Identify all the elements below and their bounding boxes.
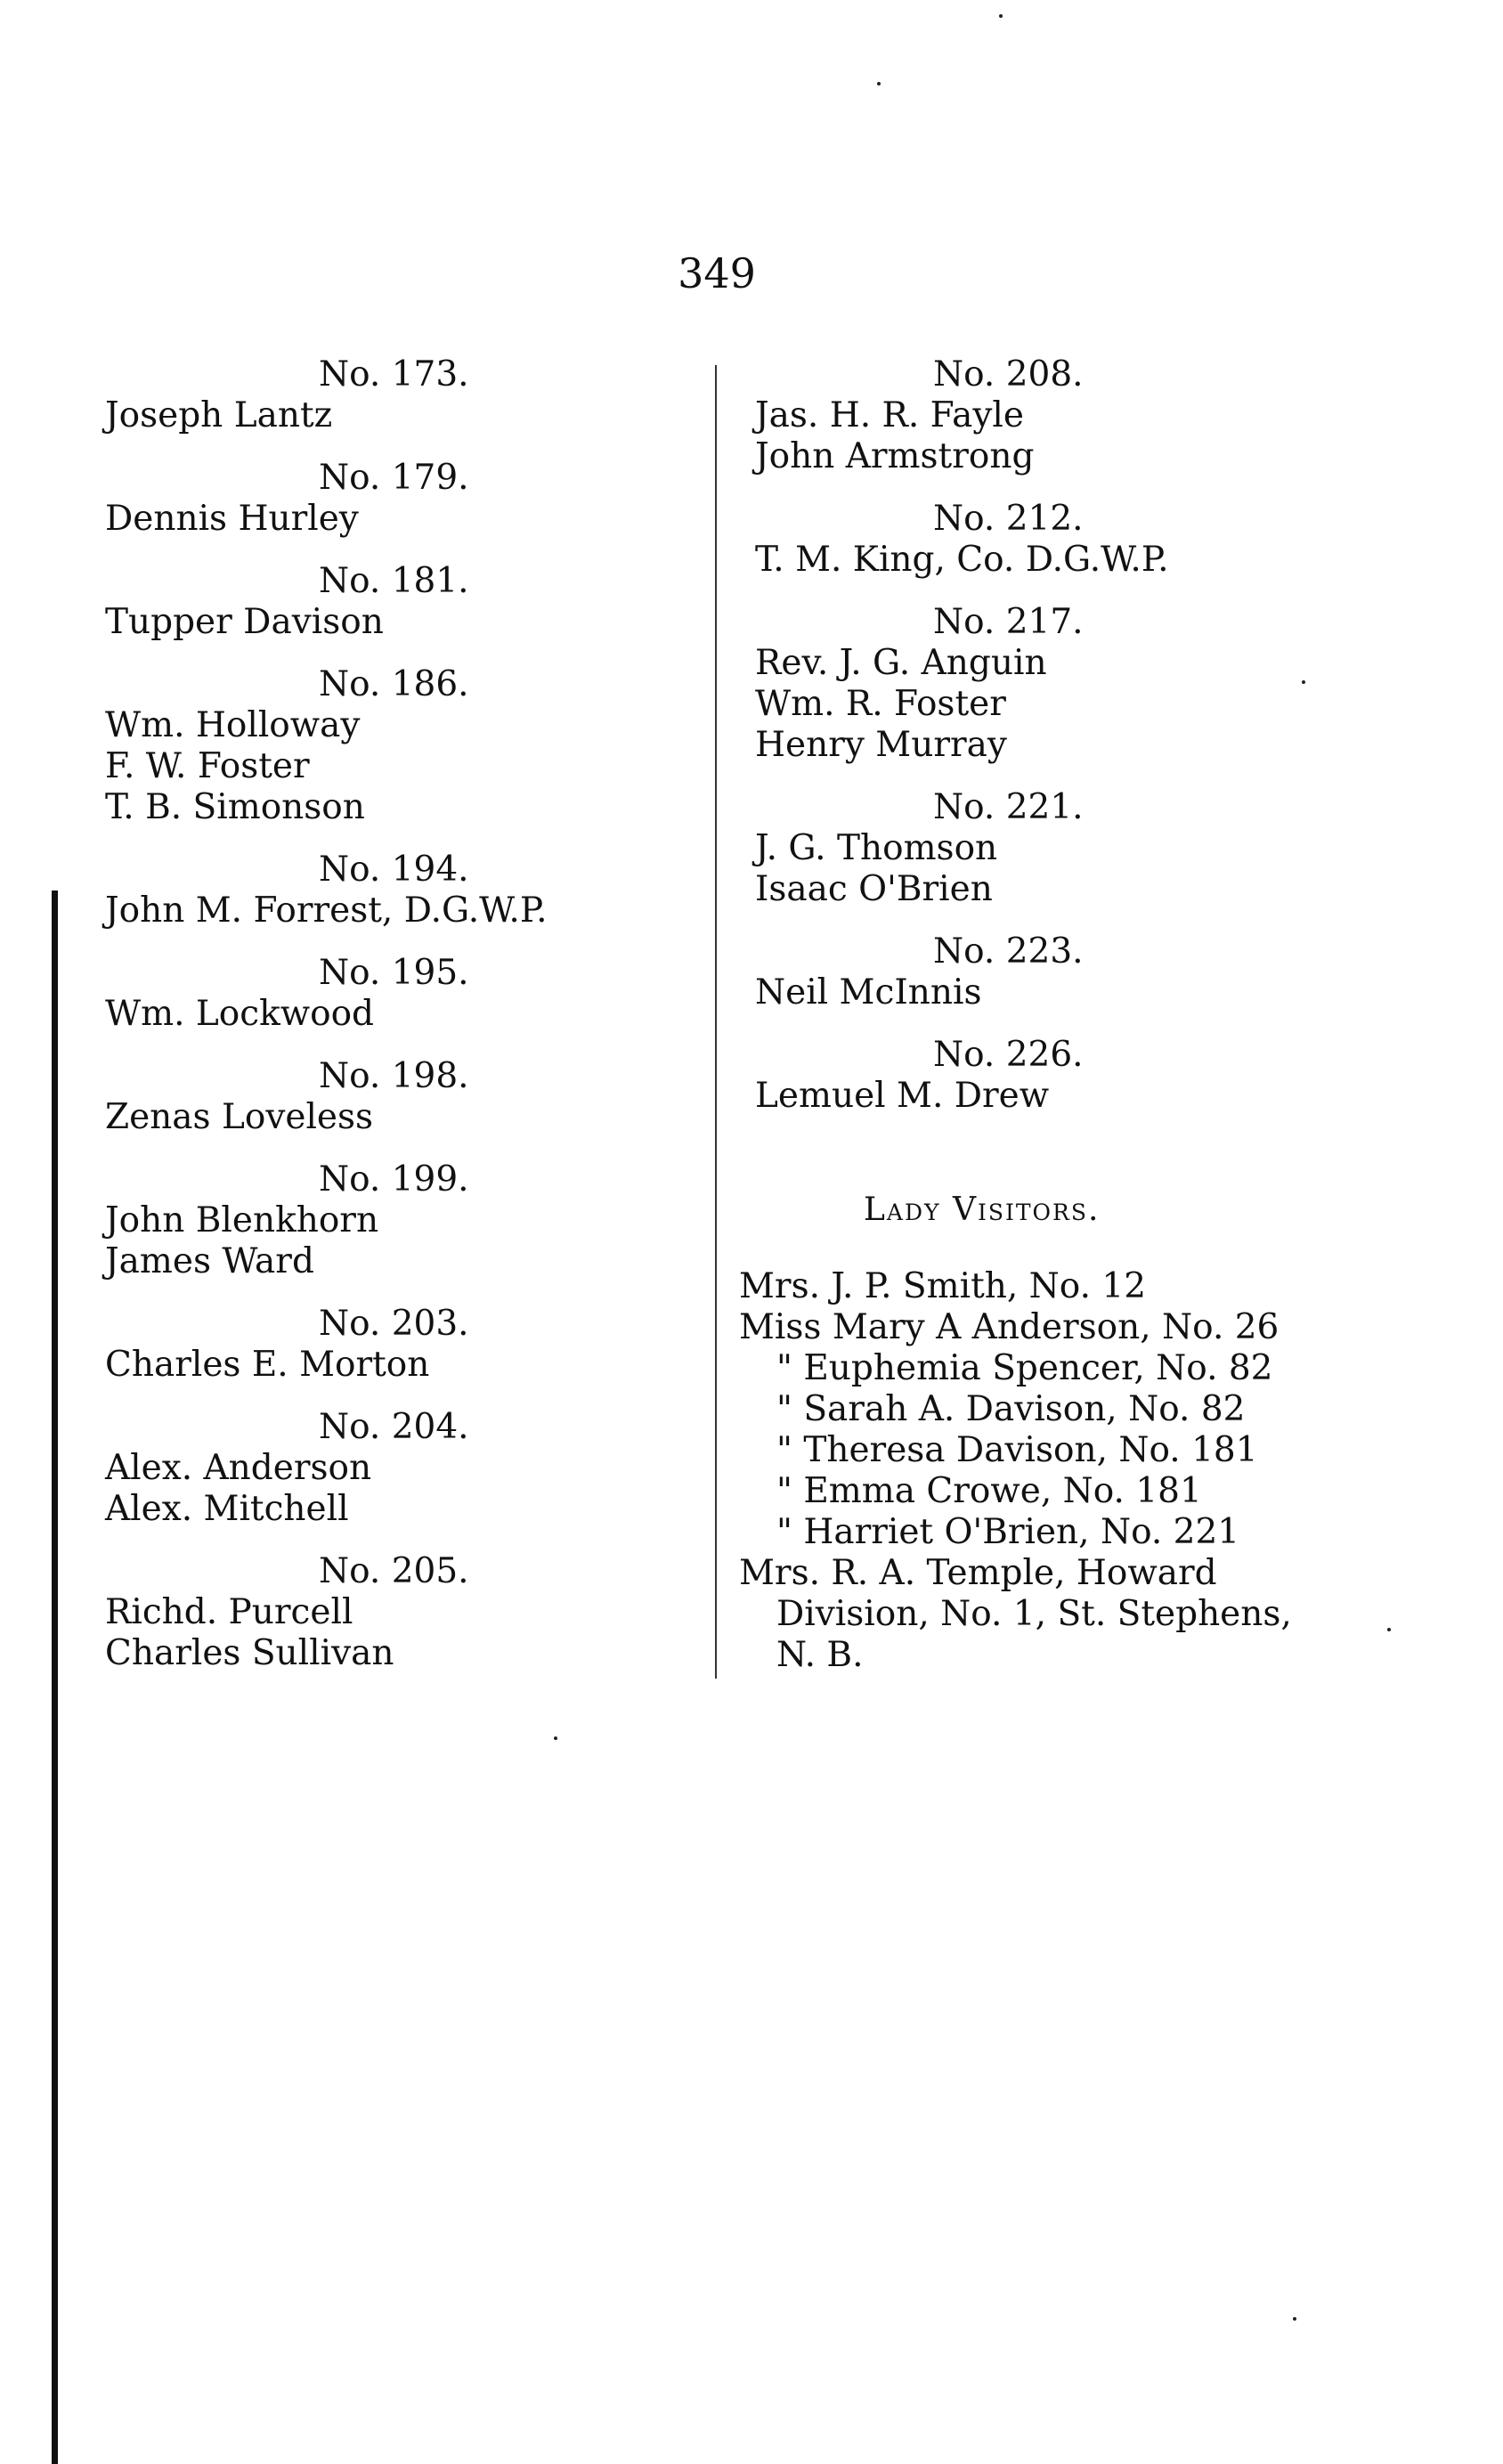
visitor-entry-continuation: N. B.: [776, 1635, 864, 1675]
lady-visitors-list: [739, 1266, 1307, 1676]
binding-edge-line: [52, 890, 58, 2464]
member-name: Charles E. Morton: [105, 1345, 430, 1385]
page-number: 349: [678, 249, 756, 297]
visitor-entry: Mrs. J. P. Smith, No. 12: [739, 1266, 1147, 1306]
print-speck: [877, 82, 881, 85]
member-name: Alex. Anderson: [105, 1448, 372, 1488]
lodge-heading: No. 195.: [319, 953, 469, 993]
member-name: Wm. Holloway: [105, 705, 361, 745]
member-name: Neil McInnis: [755, 972, 982, 1012]
lodge-heading: No. 203.: [319, 1304, 469, 1344]
member-name: Jas. H. R. Fayle: [755, 395, 1024, 435]
lodge-group: [755, 354, 1307, 477]
lodge-group: [105, 1159, 675, 1282]
lodge-group: [105, 850, 675, 931]
lodge-heading: No. 205.: [319, 1551, 469, 1591]
lodge-heading: No. 194.: [319, 850, 469, 890]
member-name: Wm. R. Foster: [755, 684, 1006, 724]
lodge-group: [755, 787, 1307, 910]
lodge-group: [105, 458, 675, 540]
lodge-heading: No. 198.: [319, 1056, 469, 1096]
lodge-group: [755, 931, 1307, 1013]
visitor-entry: Miss Mary A Anderson, No. 26: [739, 1307, 1280, 1347]
member-name: John M. Forrest, D.G.W.P.: [105, 890, 548, 931]
lodge-heading: No. 212.: [933, 499, 1084, 539]
member-name: James Ward: [105, 1241, 314, 1281]
lodge-heading: No. 186.: [319, 664, 469, 704]
print-speck: [1293, 2317, 1296, 2321]
lodge-heading: No. 226.: [933, 1035, 1084, 1075]
lodge-group: [105, 561, 675, 643]
member-name: Richd. Purcell: [105, 1592, 353, 1632]
column-divider: [715, 365, 717, 1679]
member-name: John Blenkhorn: [105, 1200, 379, 1240]
right-column: [739, 354, 1307, 1676]
member-name: J. G. Thomson: [755, 828, 998, 868]
visitor-entry: " Theresa Davison, No. 181: [776, 1430, 1258, 1470]
member-name: T. M. King, Co. D.G.W.P.: [755, 540, 1169, 580]
member-name: John Armstrong: [755, 436, 1035, 476]
lady-visitors-heading: Lady Visitors.: [864, 1191, 1101, 1228]
lodge-group: [105, 1551, 675, 1674]
lodge-group: [755, 1035, 1307, 1117]
lodge-heading: No. 199.: [319, 1159, 469, 1199]
lodge-group: [755, 602, 1307, 766]
lodge-group: [105, 953, 675, 1035]
visitor-entry: Mrs. R. A. Temple, Howard: [739, 1553, 1217, 1593]
lodge-group: [105, 664, 675, 828]
visitor-entry-continuation: Division, No. 1, St. Stephens,: [776, 1594, 1292, 1634]
member-name: Wm. Lockwood: [105, 994, 375, 1034]
lodge-group: [105, 1304, 675, 1386]
member-name: Lemuel M. Drew: [755, 1076, 1050, 1116]
lodge-group: [105, 1407, 675, 1530]
visitor-entry: " Sarah A. Davison, No. 82: [776, 1389, 1246, 1429]
member-name: Alex. Mitchell: [105, 1489, 349, 1529]
member-name: T. B. Simonson: [105, 787, 365, 827]
lodge-heading: No. 221.: [933, 787, 1084, 827]
lodge-group: [105, 354, 675, 436]
visitor-entry: " Harriet O'Brien, No. 221: [776, 1512, 1240, 1552]
lodge-group: [105, 1056, 675, 1138]
member-name: Charles Sullivan: [105, 1633, 394, 1673]
member-name: Isaac O'Brien: [755, 869, 993, 909]
lodge-heading: No. 204.: [319, 1407, 469, 1447]
lodge-heading: No. 208.: [933, 354, 1084, 394]
visitor-entry: " Emma Crowe, No. 181: [776, 1471, 1202, 1511]
member-name: Henry Murray: [755, 725, 1007, 765]
lodge-heading: No. 181.: [319, 561, 469, 601]
print-speck: [1302, 680, 1305, 684]
member-name: Dennis Hurley: [105, 499, 359, 539]
lodge-heading: No. 223.: [933, 931, 1084, 972]
member-name: Tupper Davison: [105, 602, 384, 642]
visitor-entry: " Euphemia Spencer, No. 82: [776, 1348, 1273, 1388]
lodge-heading: No. 217.: [933, 602, 1084, 642]
member-name: Rev. J. G. Anguin: [755, 643, 1047, 683]
print-speck: [554, 1736, 557, 1740]
member-name: Zenas Loveless: [105, 1097, 374, 1137]
print-speck: [1387, 1628, 1391, 1631]
print-speck: [999, 14, 1003, 18]
lodge-heading: No. 173.: [319, 354, 469, 394]
lodge-group: [755, 499, 1307, 581]
member-name: F. W. Foster: [105, 746, 310, 786]
left-column: [105, 354, 675, 1674]
lodge-heading: No. 179.: [319, 458, 469, 498]
member-name: Joseph Lantz: [105, 395, 333, 435]
